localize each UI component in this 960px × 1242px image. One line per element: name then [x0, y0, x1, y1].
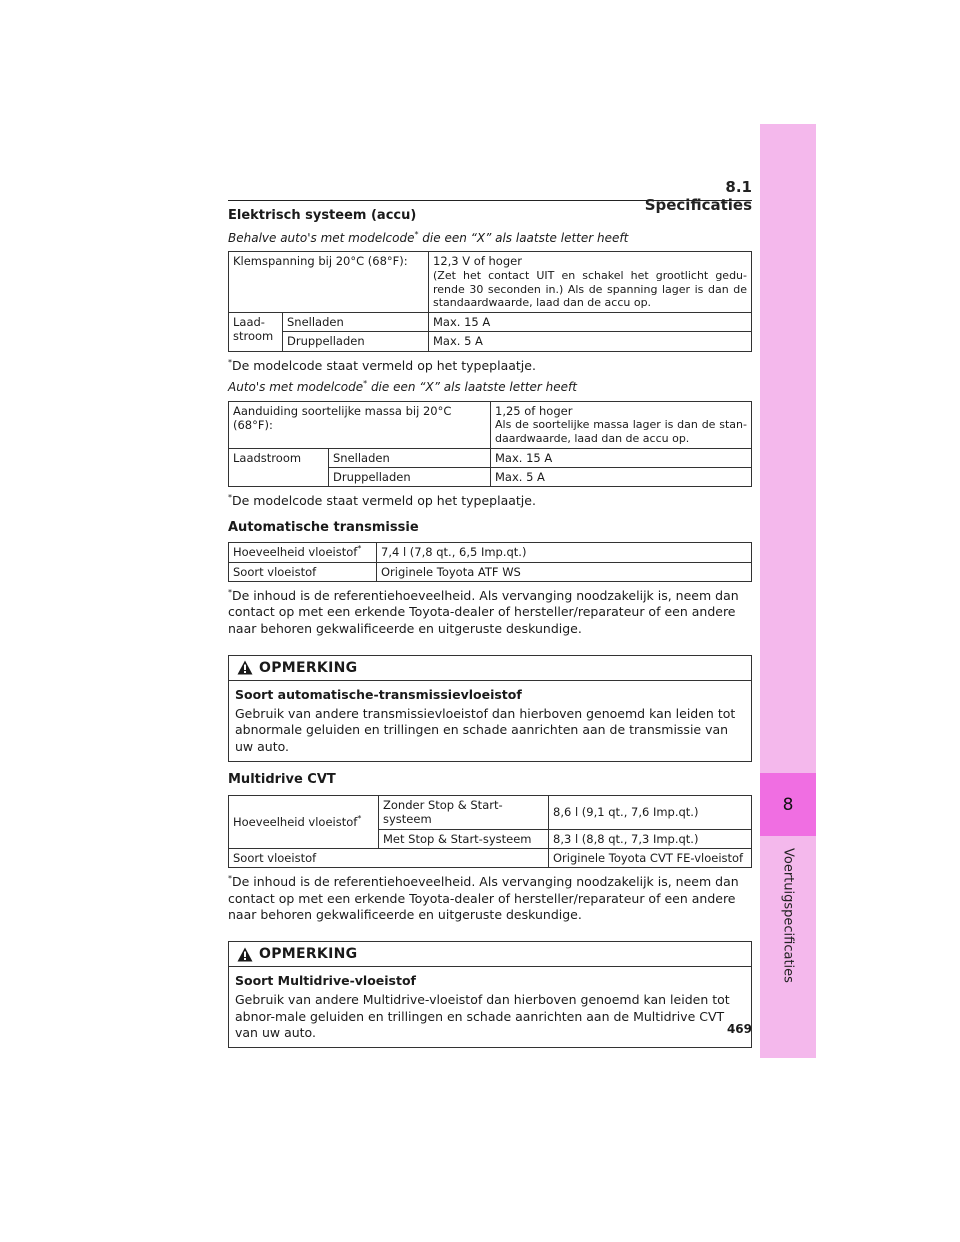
massa-label: Aanduiding soortelijke massa bij 20°C (68°F): [229, 401, 491, 448]
massa-note: Als de soortelijke massa lager is dan de stan-daardwaarde, laad dan de accu op. [495, 418, 747, 445]
notice-text: Gebruik van andere transmissievloeistof dan hierboven genoemd kan leiden tot abnormale geluiden en trillingen en schade aanrichten aan de transmissie van uw auto. [235, 706, 736, 754]
notice-body [229, 681, 751, 761]
notice-header [229, 942, 751, 967]
page-content [228, 208, 752, 1058]
cvt-without-label: Zonder Stop & Start-systeem [379, 795, 549, 829]
table-row [229, 543, 752, 562]
cvt-type-value: Originele Toyota CVT FE-vloeistof [549, 848, 752, 867]
spanning-value: 12,3 V of hoger [433, 254, 522, 269]
druppelladen-value: Max. 5 A [429, 332, 752, 351]
notice-heading: OPMERKING [259, 946, 358, 963]
notice-box-automatic [228, 655, 752, 762]
table-row [229, 562, 752, 581]
notice-header [229, 656, 751, 681]
cvt-with-label: Met Stop & Start-systeem [379, 829, 549, 848]
footnote-marker: * [363, 379, 368, 389]
automatic-type-label: Soort vloeistof [229, 562, 377, 581]
spanning-label: Klemspanning bij 20°C (68°F): [229, 252, 429, 313]
snelladen-label: Snelladen [329, 448, 491, 467]
notice-heading: OPMERKING [259, 659, 358, 676]
table-row [229, 448, 752, 467]
table-row [229, 401, 752, 448]
battery-condition-1: Behalve auto's met modelcode* die een “X” als laatste letter heeft [228, 229, 629, 245]
automatic-qty-label: Hoeveelheid vloeistof* [229, 543, 377, 562]
chapter-label: Voertuigspecificaties [780, 848, 796, 983]
cvt-title: Multidrive CVT [228, 771, 336, 787]
cvt-footnote: *De inhoud is de referentiehoeveelheid. Als vervanging noodzakelijk is, neem dan contact op met een erkende Toyota-dealer of hersteller/reparateur of een andere naar behoren gekwalificeerde en uitgeruste deskundige. [228, 874, 739, 922]
automatic-footnote: *De inhoud is de referentiehoeveelheid. Als vervanging noodzakelijk is, neem dan contact op met een erkende Toyota-dealer of hersteller/reparateur of een andere naar behoren gekwalificeerde en uitgeruste deskundige. [228, 588, 739, 636]
druppelladen-value: Max. 5 A [491, 467, 752, 486]
notice-title: Soort automatische-transmissievloeistof [235, 686, 522, 702]
battery-footnote-1: *De modelcode staat vermeld op het typeplaatje. [228, 357, 536, 373]
spanning-note: (Zet het contact UIT en schakel het grootlicht gedu-rende 30 seconden in.) Als de spanning lager is dan de standaardwaarde, laad dan de accu op. [433, 268, 747, 310]
automatic-table [228, 542, 752, 582]
header-rule [228, 200, 752, 201]
page-number: 469 [726, 1022, 752, 1036]
automatic-qty-value: 7,4 l (7,8 qt., 6,5 Imp.qt.) [377, 543, 752, 562]
battery-condition-2: Auto's met modelcode* die een “X” als laatste letter heeft [228, 379, 577, 395]
table-row [229, 332, 752, 351]
laadstroom-label: Laad-stroom [229, 313, 283, 352]
cvt-with-value: 8,3 l (8,8 qt., 7,3 Imp.qt.) [549, 829, 752, 848]
laadstroom-label: Laadstroom [229, 448, 329, 487]
spanning-value-cell [429, 252, 752, 313]
cvt-without-value: 8,6 l (9,1 qt., 7,6 Imp.qt.) [549, 795, 752, 829]
notice-body [229, 967, 751, 1047]
massa-value-cell [491, 401, 752, 448]
snelladen-label: Snelladen [283, 313, 429, 332]
table-row [229, 313, 752, 332]
massa-value: 1,25 of hoger [495, 403, 573, 418]
notice-title: Soort Multidrive-vloeistof [235, 973, 416, 989]
warning-icon [237, 660, 253, 675]
chapter-number: 8 [760, 773, 816, 836]
snelladen-value: Max. 15 A [429, 313, 752, 332]
footnote-marker: * [414, 229, 419, 239]
battery-table-1 [228, 251, 752, 351]
table-row [229, 252, 752, 313]
druppelladen-label: Druppelladen [283, 332, 429, 351]
notice-box-cvt [228, 941, 752, 1048]
druppelladen-label: Druppelladen [329, 467, 491, 486]
cvt-qty-label: Hoeveelheid vloeistof* [229, 795, 379, 848]
cvt-type-label: Soort vloeistof [229, 848, 549, 867]
battery-table-2 [228, 401, 752, 488]
cvt-table [228, 795, 752, 869]
automatic-title: Automatische transmissie [228, 519, 419, 535]
warning-icon [237, 947, 253, 962]
notice-text: Gebruik van andere Multidrive-vloeistof dan hierboven genoemd kan leiden tot abnor-male geluiden en trillingen en schade aanrichten aan de Multidrive CVT van uw auto. [235, 992, 730, 1040]
section-header: 8.1 Specificaties [644, 178, 752, 214]
snelladen-value: Max. 15 A [491, 448, 752, 467]
battery-title: Elektrisch systeem (accu) [228, 208, 417, 223]
battery-footnote-2: *De modelcode staat vermeld op het typeplaatje. [228, 493, 536, 509]
table-row [229, 848, 752, 867]
table-row [229, 795, 752, 829]
automatic-type-value: Originele Toyota ATF WS [377, 562, 752, 581]
